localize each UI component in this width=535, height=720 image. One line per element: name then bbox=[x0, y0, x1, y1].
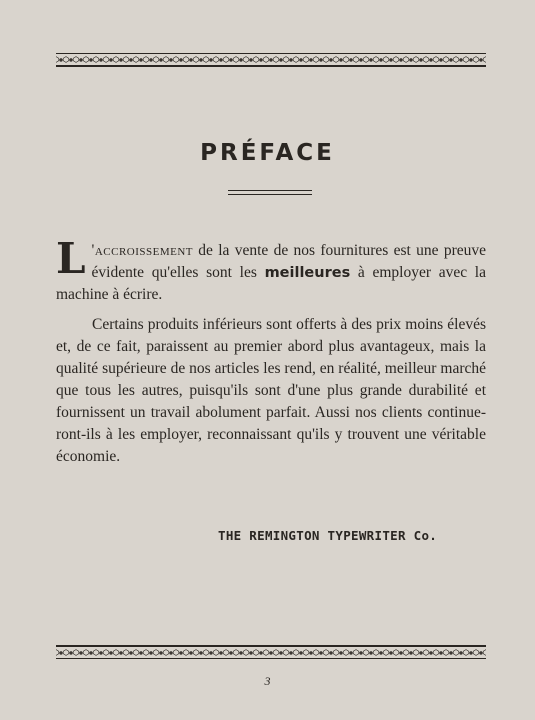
paragraph-1-text-a: de la vente de nos fournitures est une preuve évidente qu'elles sont les bbox=[91, 242, 486, 281]
page-number: 3 bbox=[264, 674, 271, 688]
bold-emphasis: meilleures bbox=[264, 265, 351, 281]
top-ornamental-border bbox=[56, 53, 486, 67]
paragraph-1-text-b: à employer avec la machine à écrire. bbox=[56, 264, 486, 303]
page-title: PRÉFACE bbox=[200, 140, 335, 166]
signature: THE REMINGTON TYPEWRITER Co. bbox=[218, 528, 438, 543]
bottom-ornamental-border bbox=[56, 645, 486, 659]
paragraph-2: Certains produits inférieurs sont offerts à des prix moins élevés et, de ce fait, paraissent au premier abord plus avantageux, mais la qualité supérieure de nos articles les rend, en réalité, meilleur marché que tous les autres, puisqu'ils sont d'une plus grande durabilité et fournissent un travail abolument parfait. Aussi nos clients continue-ront-ils à les employer, reconnaissant qu'ils y trouvent une véritable économie. bbox=[56, 316, 486, 465]
paragraph-1 bbox=[56, 234, 486, 306]
drop-cap: L bbox=[56, 234, 86, 283]
smallcaps-lead: 'accroissement bbox=[91, 242, 194, 259]
title-double-rule bbox=[228, 190, 312, 198]
